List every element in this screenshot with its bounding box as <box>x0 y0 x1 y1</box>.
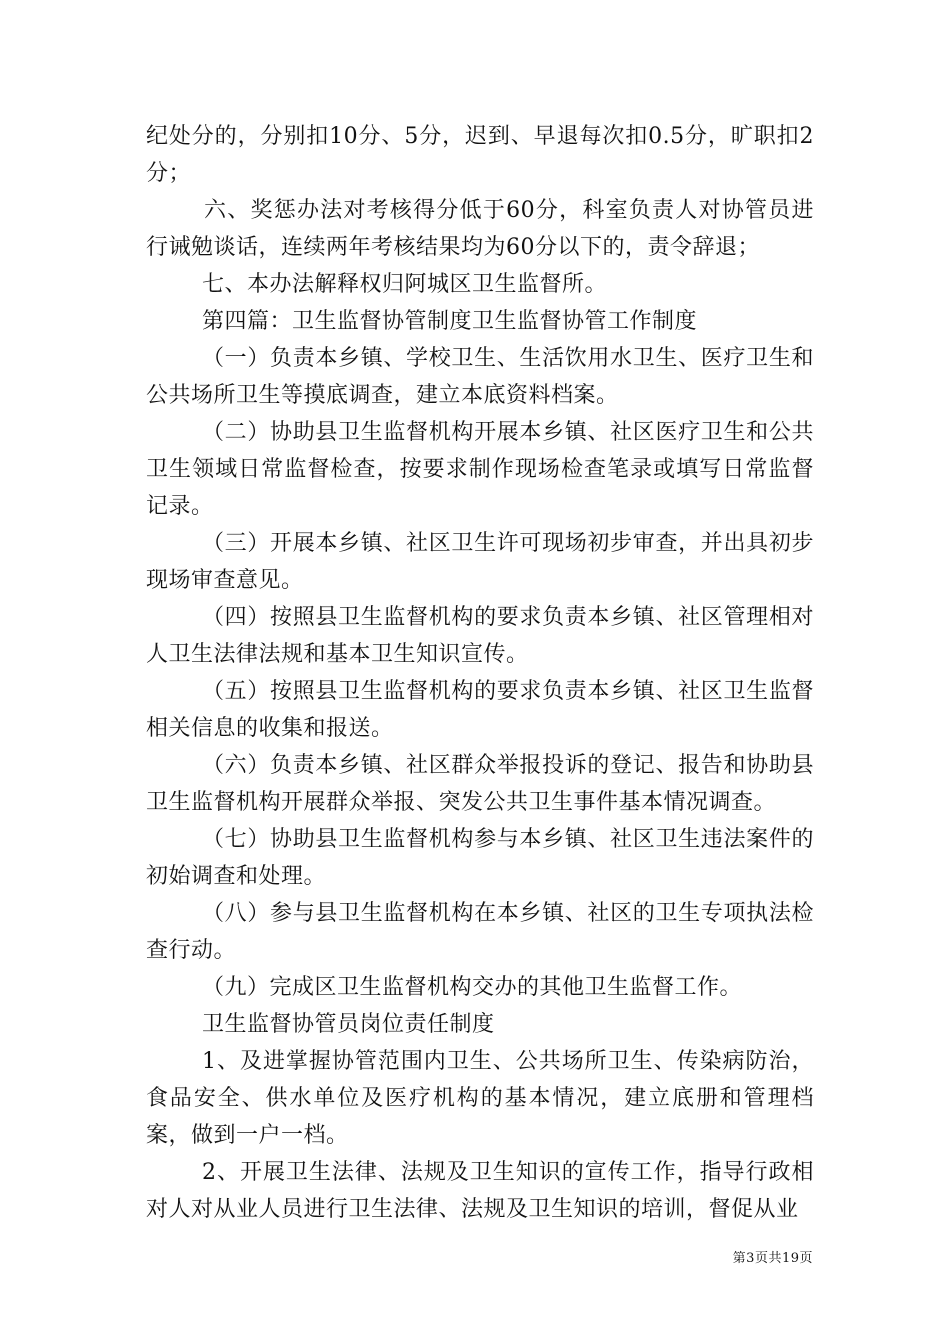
paragraph-item-2: （二）协助县卫生监督机构开展本乡镇、社区医疗卫生和公共卫生领域日常监督检查，按要求制作现场检查笔录或填写日常监督记录。 <box>146 420 814 519</box>
document-body <box>146 118 814 1228</box>
paragraph-item-3: （三）开展本乡镇、社区卫生许可现场初步审查，并出具初步现场审查意见。 <box>146 531 814 593</box>
section-heading-duty: 卫生监督协管员岗位责任制度 <box>202 1012 495 1037</box>
section-heading-4: 第四篇：卫生监督协管制度卫生监督协管工作制度 <box>202 309 698 334</box>
paragraph-item-7: （七）协助县卫生监督机构参与本乡镇、社区卫生违法案件的初始调查和处理。 <box>146 827 814 889</box>
duty-item-2: 2、开展卫生法律、法规及卫生知识的宣传工作，指导行政相对人对从业人员进行卫生法律、法规及卫生知识的培训，督促从业 <box>146 1160 814 1222</box>
paragraph-item-4: （四）按照县卫生监督机构的要求负责本乡镇、社区管理相对人卫生法律法规和基本卫生知识宣传。 <box>146 605 814 667</box>
paragraph-3: 七、本办法解释权归阿城区卫生监督所。 <box>202 272 608 297</box>
paragraph-item-9: （九）完成区卫生监督机构交办的其他卫生监督工作。 <box>202 975 743 1000</box>
paragraph-2: 六、奖惩办法对考核得分低于60分，科室负责人对协管员进行诫勉谈话，连续两年考核结果均为60分以下的，责令辞退； <box>146 198 814 260</box>
paragraph-1: 纪处分的，分别扣10分、5分，迟到、早退每次扣0.5分，旷职扣2分； <box>146 124 814 186</box>
page-number-footer: 第3页共19页 <box>732 1251 813 1266</box>
paragraph-item-8: （八）参与县卫生监督机构在本乡镇、社区的卫生专项执法检查行动。 <box>146 901 814 963</box>
duty-item-1: 1、及进掌握协管范围内卫生、公共场所卫生、传染病防治，食品安全、供水单位及医疗机构的基本情况，建立底册和管理档案，做到一户一档。 <box>146 1049 814 1148</box>
paragraph-item-1: （一）负责本乡镇、学校卫生、生活饮用水卫生、医疗卫生和公共场所卫生等摸底调查，建立本底资料档案。 <box>146 346 814 408</box>
paragraph-item-5: （五）按照县卫生监督机构的要求负责本乡镇、社区卫生监督相关信息的收集和报送。 <box>146 679 814 741</box>
paragraph-item-6: （六）负责本乡镇、社区群众举报投诉的登记、报告和协助县卫生监督机构开展群众举报、突发公共卫生事件基本情况调查。 <box>146 753 814 815</box>
